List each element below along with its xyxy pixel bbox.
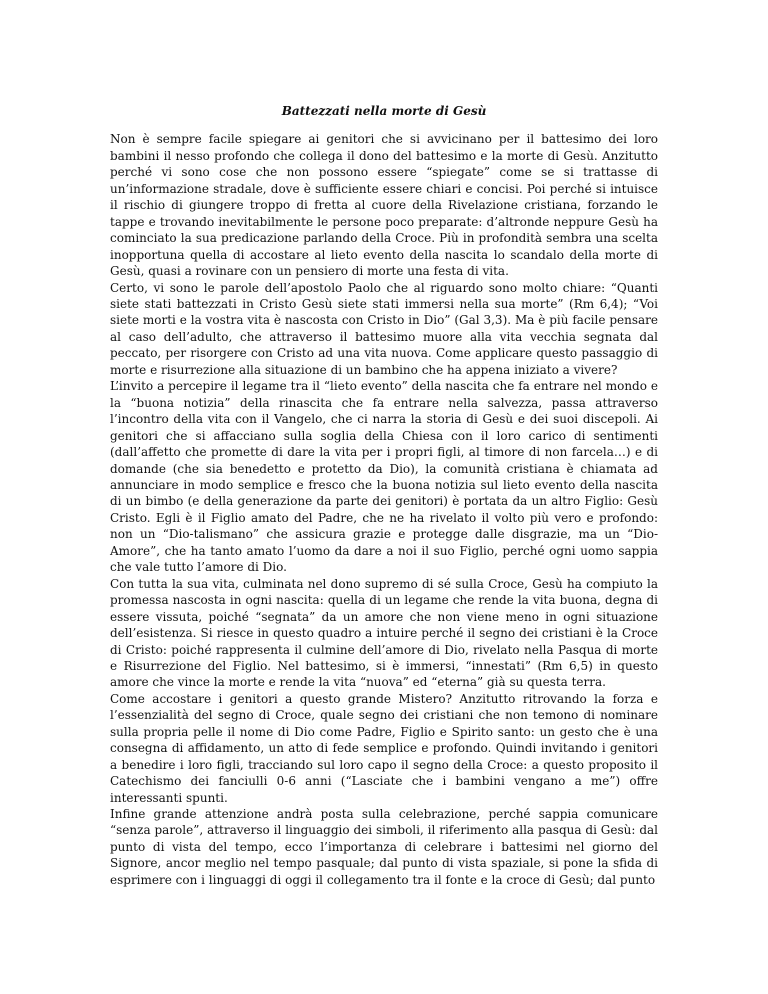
document-body bbox=[110, 103, 658, 888]
paragraph: Infine grande attenzione andrà posta sulla celebrazione, perché sappia comunicare “senza parole”, attraverso il linguaggio dei simboli, il riferimento alla pasqua di Gesù: dal punto di vista del tempo, ecco l’importanza di celebrare i battesimi nel giorno del Signore, ancor meglio nel tempo pasquale; dal punto di vista spaziale, si pone la sfida di esprimere con i linguaggi di oggi il collegamento tra il fonte e la croce di Gesù; dal punto bbox=[110, 807, 658, 887]
document-title: Battezzati nella morte di Gesù bbox=[281, 104, 487, 118]
paragraph: Certo, vi sono le parole dell’apostolo Paolo che al riguardo sono molto chiare: “Quanti siete stati battezzati in Cristo Gesù siete stati immersi nella sua morte” (Rm 6,4); “Voi siete morti e la vostra vita è nascosta con Cristo in Dio” (Gal 3,3). Ma è più facile pensare al caso dell’adulto, che attraverso il battesimo muore alla vita vecchia segnata dal peccato, per risorgere con Cristo ad una vita nuova. Come applicare questo passaggio di morte e risurrezione alla situazione di un bambino che ha appena iniziato a vivere? bbox=[110, 280, 658, 377]
paragraph: Non è sempre facile spiegare ai genitori che si avvicinano per il battesimo dei loro bambini il nesso profondo che collega il dono del battesimo e la morte di Gesù. Anzitutto perché vi sono cose che non possono essere “spiegate” come se si trattasse di un’informazione stradale, dove è sufficiente essere chiari e concisi. Poi perché si intuisce il rischio di giungere troppo di fretta al cuore della Rivelazione cristiana, forzando le tappe e trovando inevitabilmente le persone poco preparate: d’altronde neppure Gesù ha cominciato la sua predicazione parlando della Croce. Più in profondità sembra una scelta inopportuna quella di accostare al lieto evento della nascita lo scandalo della morte di Gesù, quasi a rovinare con un pensiero di morte una festa di vita. bbox=[110, 132, 658, 279]
paragraph: Con tutta la sua vita, culminata nel dono supremo di sé sulla Croce, Gesù ha compiuto la promessa nascosta in ogni nascita: quella di un legame che rende la vita buona, degna di essere vissuta, poiché “segnata” da un amore che non viene meno in ogni situazione dell’esistenza. Si riesce in questo quadro a intuire perché il segno dei cristiani è la Croce di Cristo: poiché rappresenta il culmine dell’amore di Dio, rivelato nella Pasqua di morte e Risurrezione del Figlio. Nel battesimo, si è immersi, “innestati” (Rm 6,5) in questo amore che vince la morte e rende la vita “nuova” ed “eterna” già su questa terra. bbox=[110, 576, 658, 690]
paragraph: L’invito a percepire il legame tra il “lieto evento” della nascita che fa entrare nel mondo e la “buona notizia” della rinascita che fa entrare nella salvezza, passa attraverso l’incontro della vita con il Vangelo, che ci narra la storia di Gesù e dei suoi discepoli. Ai genitori che si affacciano sulla soglia della Chiesa con il loro carico di sentimenti (dall’affetto che promette di dare la vita per i propri figli, al timore di non farcela…) e di domande (che sia benedetto e protetto da Dio), la comunità cristiana è chiamata ad annunciare in modo semplice e fresco che la buona notizia sul lieto evento della nascita di un bimbo (e della generazione da parte dei genitori) è portata da un altro Figlio: Gesù Cristo. Egli è il Figlio amato del Padre, che ne ha rivelato il volto più vero e profondo: non un “Dio-talismano” che assicura grazie e protegge dalle disgrazie, ma un “Dio-Amore”, che ha tanto amato l’uomo da dare a noi il suo Figlio, perché ogni uomo sappia che vale tutto l’amore di Dio. bbox=[110, 379, 658, 575]
paragraph: Come accostare i genitori a questo grande Mistero? Anzitutto ritrovando la forza e l’essenzialità del segno di Croce, quale segno dei cristiani che non temono di nominare sulla propria pelle il nome di Dio come Padre, Figlio e Spirito santo: un gesto che è una consegna di affidamento, un atto di fede semplice e profondo. Quindi invitando i genitori a benedire i loro figli, tracciando sul loro capo il segno della Croce: a questo proposito il Catechismo dei fanciulli 0-6 anni (“Lasciate che i bambini vengano a me”) offre interessanti spunti. bbox=[110, 691, 658, 805]
